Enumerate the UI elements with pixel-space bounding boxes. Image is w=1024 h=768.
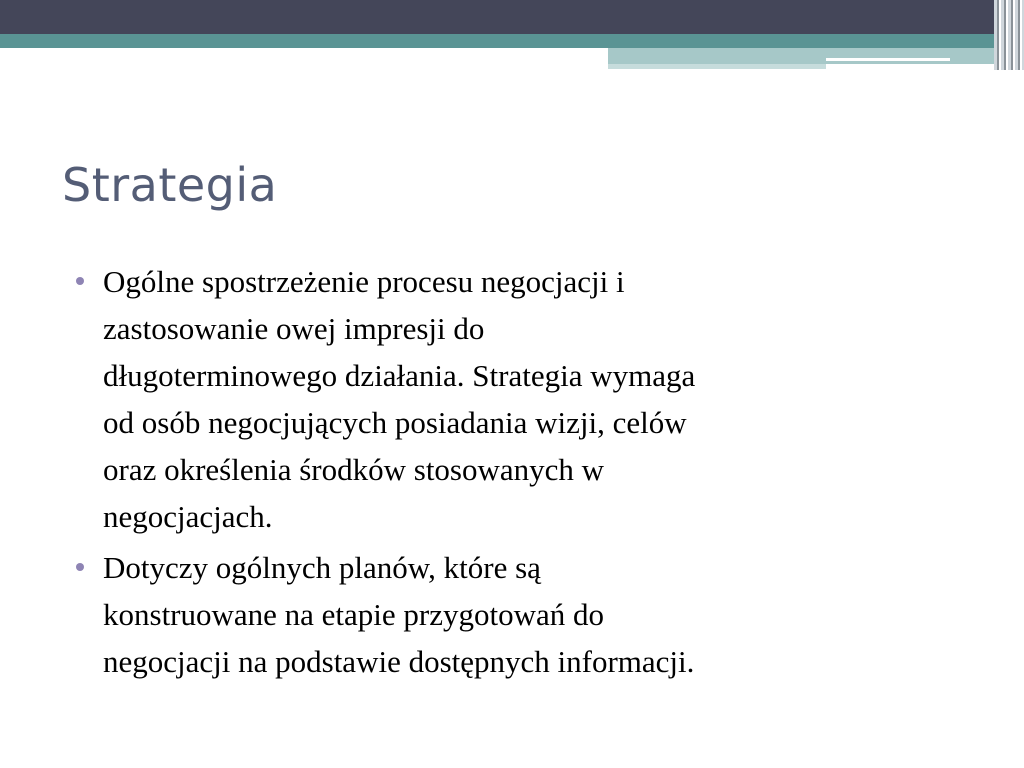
bullet-dot-icon [76, 277, 84, 285]
header-bar-light [608, 48, 1002, 64]
bullet-dot-icon [76, 563, 84, 571]
corner-stripes [994, 0, 1024, 70]
bullet-text: Ogólne spostrzeżenie procesu negocjacji i zastosowanie owej impresji do długoterminowego działania. Strategia wymaga od osób negocjujących posiadania wizji, celów oraz określenia środków stosowanych w negocjacjach. [103, 264, 696, 534]
bullet-item [72, 258, 972, 540]
header-bar-dark [0, 0, 1024, 34]
slide-title: Strategia [62, 158, 278, 212]
bullet-list [72, 258, 972, 689]
header-bar-accent-line [826, 58, 950, 61]
bullet-item [72, 544, 972, 685]
bullet-text: Dotyczy ogólnych planów, które są konstruowane na etapie przygotowań do negocjacji na podstawie dostępnych informacji. [103, 550, 695, 679]
header-bar-teal [0, 34, 1024, 48]
header-bar-accent [608, 64, 826, 69]
